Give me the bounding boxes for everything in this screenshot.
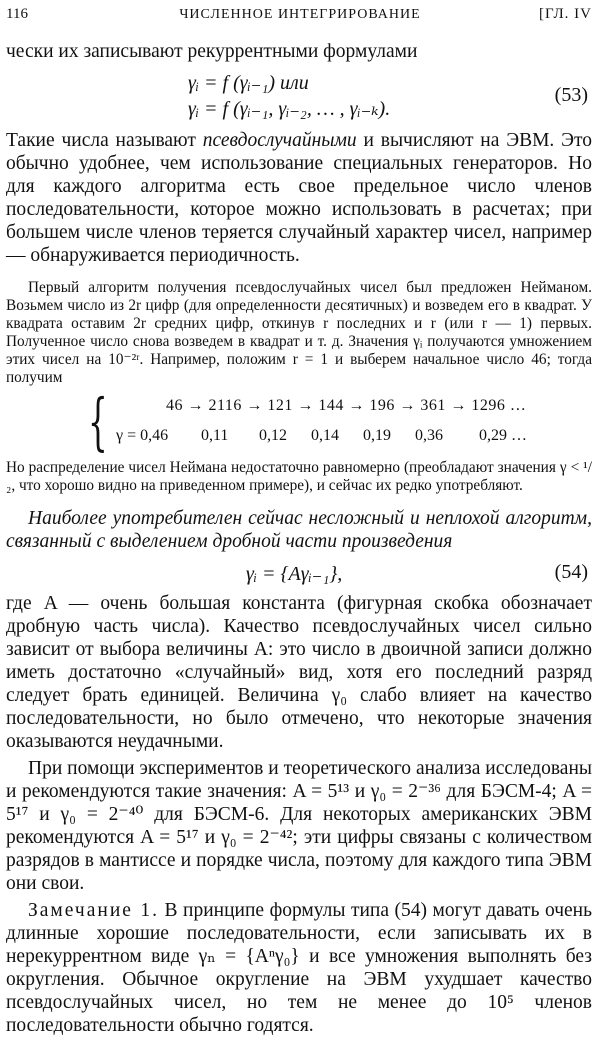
sequence-row: 46 → 2116 → 121 → 144 → 196 → 361 → 1296 … [166, 397, 527, 414]
paragraph-common-algorithm: Наиболее употребителен сейчас несложный и неплохой алгоритм, связанный с выделением дробной части произведения [6, 508, 592, 552]
paragraph-intro: чески их записывают рекуррентными формулами [6, 41, 418, 62]
equation-54 [6, 559, 592, 589]
equation-53-line2: γᵢ = f (γᵢ₋₁, γᵢ₋₂, … , γᵢ₋ₖ). [188, 98, 391, 120]
paragraph-pseudorandom-start: Такие числа называют [6, 130, 203, 151]
gamma-value: 0,11 [201, 427, 229, 444]
left-brace: { [88, 385, 108, 458]
gamma-value: 0,19 [363, 427, 391, 444]
gamma-value: 0,29 … [479, 427, 527, 444]
remark-label: Замечание 1. [28, 900, 160, 921]
equation-53-line1: γᵢ = f (γᵢ₋₁) или [188, 72, 309, 94]
chapter-label: [ГЛ. IV [538, 6, 592, 22]
paragraph-neumann-distribution: Но распределение чисел Неймана недостаточно равномерно (преобладают значения γ < ¹/₂, что хорошо видно на приведенном примере), и сейчас их редко употребляют. [6, 459, 592, 494]
paragraph-neumann: Первый алгоритм получения псевдослучайных чисел был предложен Нейманом. Возьмем число из 2r цифр (для определенности десятичных) и возведем его в квадрат. У квадрата оставим 2r средних цифр, откинув r последних и r (или r — 1) первых. Полученное число снова возведем в квадрат и т. д. Значения γᵢ получаются умножением этих чисел на 10⁻²ʳ. Например, положим r = 1 и выберем начальное число 46; тогда получим [6, 279, 592, 386]
gamma-value: 0,14 [311, 427, 339, 444]
paragraph-recommended-values: При помощи экспериментов и теоретического анализа исследованы и рекомендуются такие значения: A = 5¹³ и γ₀ = 2⁻³⁶ для БЭСМ-4; A = 5¹⁷ и γ₀ = 2⁻⁴⁰ для БЭСМ-6. Для некоторых американских ЭВМ рекомендуются A = 5¹⁷ и γ₀ = 2⁻⁴²; эти цифры связаны с количеством разрядов в мантиссе и порядке числа, поэтому для каждого типа ЭВМ они свои. [6, 758, 592, 894]
gamma-value: 0,36 [415, 427, 443, 444]
page-header [6, 6, 594, 28]
remark-text: В принципе формулы типа (54) могут давать очень длинные хорошие последовательности, если записывать их в нерекуррентном виде γₙ = {Aⁿγ₀} и все умножения выполнять без округления. Обычное округление на ЭВМ ухудшает качество псевдослучайных чисел, но тем не менее до 10⁵ членов последовательности обычно годятся. [6, 900, 592, 1036]
paragraph-constant-a: где A — очень большая константа (фигурная скобка обозначает дробную часть числа). Качество псевдослучайных чисел сильно зависит от выбора величины A: это число в двоичной записи должно иметь достаточно «случайный» вид, хотя его последний разряд следует брать единицей. Величина γ₀ слабо влияет на качество последовательности, но было отмечено, что некоторые значения оказываются неудачными. [6, 593, 592, 752]
gamma-value: 0,12 [259, 427, 287, 444]
equation-53 [6, 68, 592, 124]
running-title: ЧИСЛЕННОЕ ИНТЕГРИРОВАНИЕ [179, 7, 421, 22]
equation-54-formula: γᵢ = {Aγᵢ₋₁}, [246, 563, 343, 585]
equation-54-number: (54) [554, 561, 588, 583]
page-number: 116 [6, 6, 28, 22]
term-pseudorandom: псевдослучайными [202, 130, 357, 151]
paragraph-remark-1 [6, 899, 592, 1037]
page-content [6, 40, 592, 1037]
paragraph-pseudorandom-rest: и вычисляют на ЭВМ. Это обычно удобнее, чем использование специальных генераторов. Но для каждого алгоритма есть свое предельное число членов последовательности, которое можно использовать в расчетах; при большем числе членов теряется случайный характер чисел, например — обнаруживается периодичность. [6, 130, 592, 266]
gamma-label: γ = 0,46 [116, 427, 169, 444]
paragraph-pseudorandom [6, 129, 592, 267]
equation-53-number: (53) [554, 84, 588, 106]
neumann-example-system [6, 385, 592, 458]
gamma-row [116, 427, 527, 445]
